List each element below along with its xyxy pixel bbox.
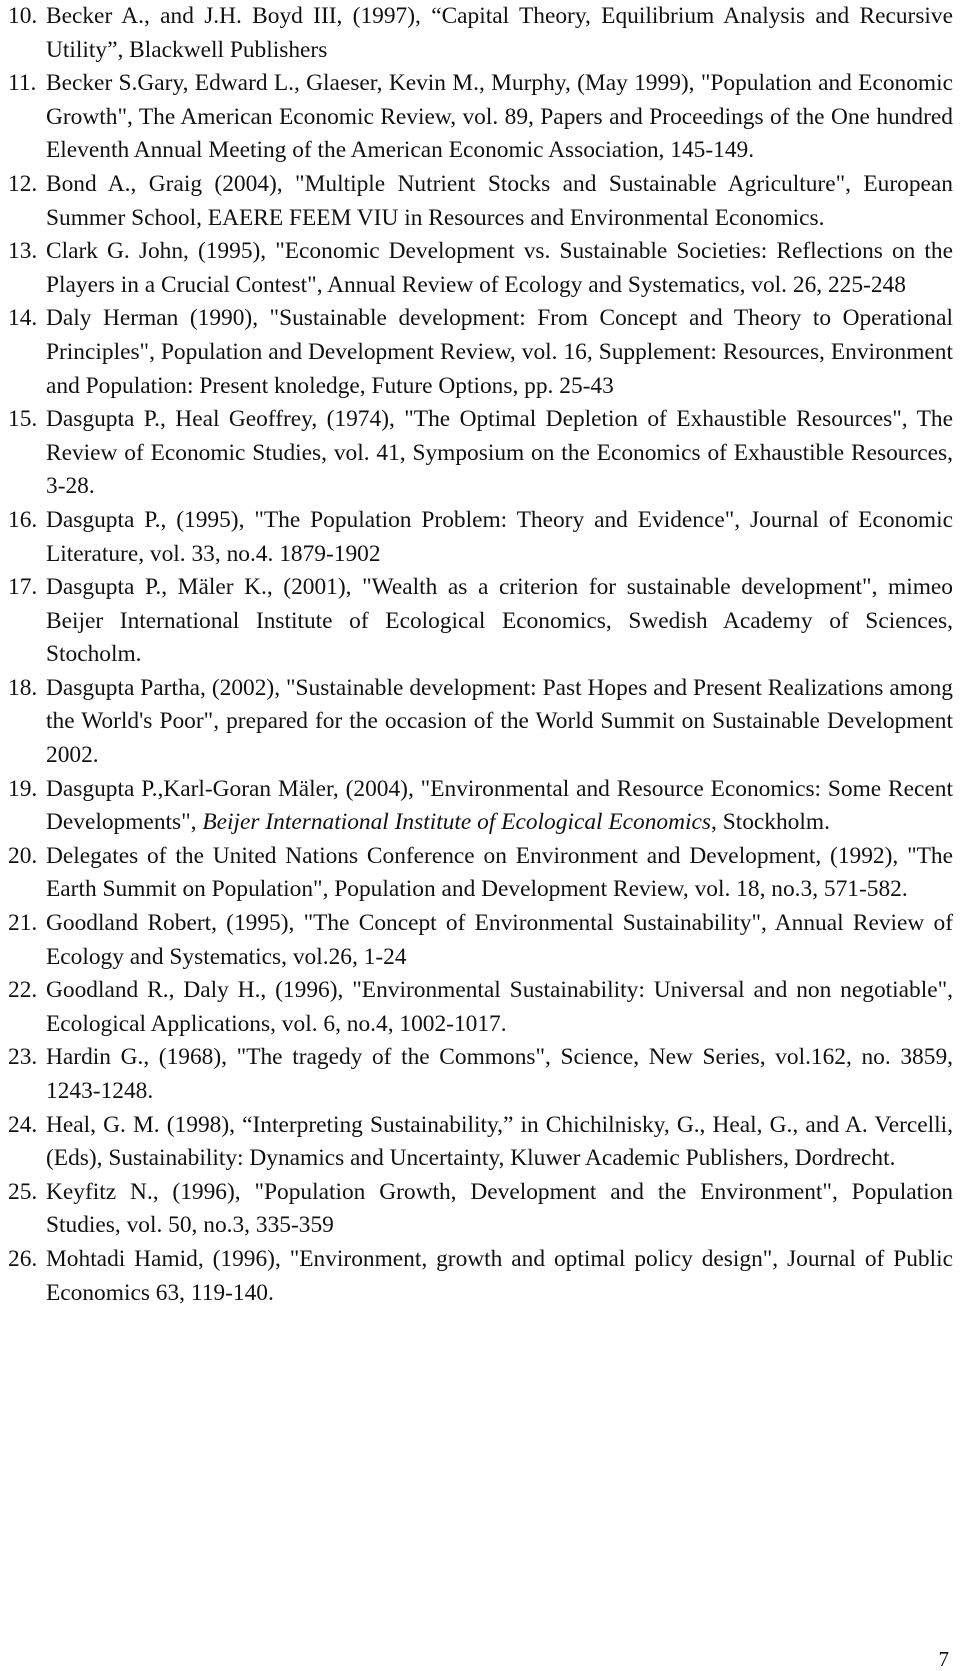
reference-number: 14.	[8, 305, 38, 332]
reference-text: Goodland R., Daly H., (1996), "Environmental Sustainability: Universal and non negotiable", Ecological Applications, vol. 6, no.4, 1002-1017.	[46, 977, 953, 1037]
reference-number: 10.	[8, 3, 38, 29]
reference-item	[8, 504, 953, 571]
reference-number: 17.	[8, 574, 38, 601]
reference-text: Goodland Robert, (1995), "The Concept of Environmental Sustainability", Annual Review of Ecology and Systematics, vol.26, 1-24	[46, 910, 953, 970]
reference-text: Heal, G. M. (1998), “Interpreting Sustainability,” in Chichilnisky, G., Heal, G., and A. Vercelli, (Eds), Sustainability: Dynamics and Uncertainty, Kluwer Academic Publishers, Dordrecht.	[46, 1111, 953, 1172]
page-number: 7	[938, 1647, 949, 1671]
reference-item	[8, 974, 953, 1041]
reference-number: 11.	[8, 70, 37, 97]
reference-number: 18.	[8, 674, 38, 701]
reference-text: Becker S.Gary, Edward L., Glaeser, Kevin M., Murphy, (May 1999), "Population and Economic Growth", The American Economic Review, vol. 89, Papers and Proceedings of the One hundred Eleventh Annual Meeting of the American Economic Association, 145-149.	[46, 70, 953, 164]
reference-item	[8, 1176, 953, 1243]
reference-item	[8, 67, 953, 168]
reference-item	[8, 168, 953, 235]
reference-text: Dasgupta Partha, (2002), "Sustainable development: Past Hopes and Present Realizations among the World's Poor", prepared for the occasion of the World Summit on Sustainable Development 2002.	[46, 674, 953, 769]
reference-number: 24.	[8, 1111, 38, 1138]
reference-number: 21.	[8, 910, 38, 937]
reference-item	[8, 302, 953, 403]
reference-list	[8, 0, 953, 1310]
reference-item	[8, 403, 953, 504]
reference-number: 12.	[8, 170, 38, 197]
reference-number: 19.	[8, 775, 38, 802]
reference-text: Daly Herman (1990), "Sustainable development: From Concept and Theory to Operational Principles", Population and Development Review, vol. 16, Supplement: Resources, Environment and Population: Present knoledge, Future Options, pp. 25-43	[46, 305, 953, 399]
reference-item	[8, 1243, 953, 1310]
reference-number: 13.	[8, 238, 38, 265]
reference-text: Dasgupta P., Mäler K., (2001), "Wealth as a criterion for sustainable development", mimeo Beijer International Institute of Ecological Economics, Swedish Academy of Sciences, Stocholm.	[46, 574, 953, 668]
reference-item	[8, 773, 953, 840]
reference-text: Mohtadi Hamid, (1996), "Environment, growth and optimal policy design", Journal of Public Economics 63, 119-140.	[46, 1245, 953, 1306]
reference-number: 23.	[8, 1044, 38, 1071]
reference-item	[8, 0, 953, 67]
reference-text-tail: , Stockholm.	[711, 809, 830, 836]
reference-item	[8, 1109, 953, 1176]
reference-journal-italic: Beijer International Institute of Ecological Economics	[202, 809, 712, 836]
reference-text: Keyfitz N., (1996), "Population Growth, Development and the Environment", Population Studies, vol. 50, no.3, 335-359	[46, 1178, 953, 1239]
reference-item	[8, 571, 953, 672]
reference-text: Hardin G., (1968), "The tragedy of the Commons", Science, New Series, vol.162, no. 3859, 1243-1248.	[46, 1044, 953, 1104]
reference-number: 26.	[8, 1245, 38, 1272]
reference-text: Dasgupta P.,Karl-Goran Mäler, (2004), "Environmental and Resource Economics: Some Recent Developments",	[46, 775, 953, 836]
reference-text: Delegates of the United Nations Conference on Environment and Development, (1992), "The Earth Summit on Population", Population and Development Review, vol. 18, no.3, 571-582.	[46, 842, 953, 903]
reference-number: 20.	[8, 842, 38, 869]
reference-text: Dasgupta P., Heal Geoffrey, (1974), "The Optimal Depletion of Exhaustible Resources", The Review of Economic Studies, vol. 41, Symposium on the Economics of Exhaustible Resources, 3-28.	[46, 406, 953, 500]
reference-text: Dasgupta P., (1995), "The Population Problem: Theory and Evidence", Journal of Economic Literature, vol. 33, no.4. 1879-1902	[46, 506, 953, 567]
reference-text: Bond A., Graig (2004), "Multiple Nutrient Stocks and Sustainable Agriculture", European Summer School, EAERE FEEM VIU in Resources and Environmental Economics.	[46, 170, 953, 231]
reference-item	[8, 672, 953, 773]
reference-text: Becker A., and J.H. Boyd III, (1997), “Capital Theory, Equilibrium Analysis and Recursive Utility”, Blackwell Publishers	[46, 3, 953, 63]
reference-text: Clark G. John, (1995), "Economic Development vs. Sustainable Societies: Reflections on the Players in a Crucial Contest", Annual Review of Ecology and Systematics, vol. 26, 225-248	[46, 238, 953, 298]
reference-number: 15.	[8, 406, 38, 433]
reference-number: 16.	[8, 506, 38, 533]
reference-item	[8, 907, 953, 974]
reference-number: 22.	[8, 977, 38, 1004]
reference-item	[8, 840, 953, 907]
reference-number: 25.	[8, 1178, 38, 1205]
reference-item	[8, 1041, 953, 1108]
reference-item	[8, 235, 953, 302]
